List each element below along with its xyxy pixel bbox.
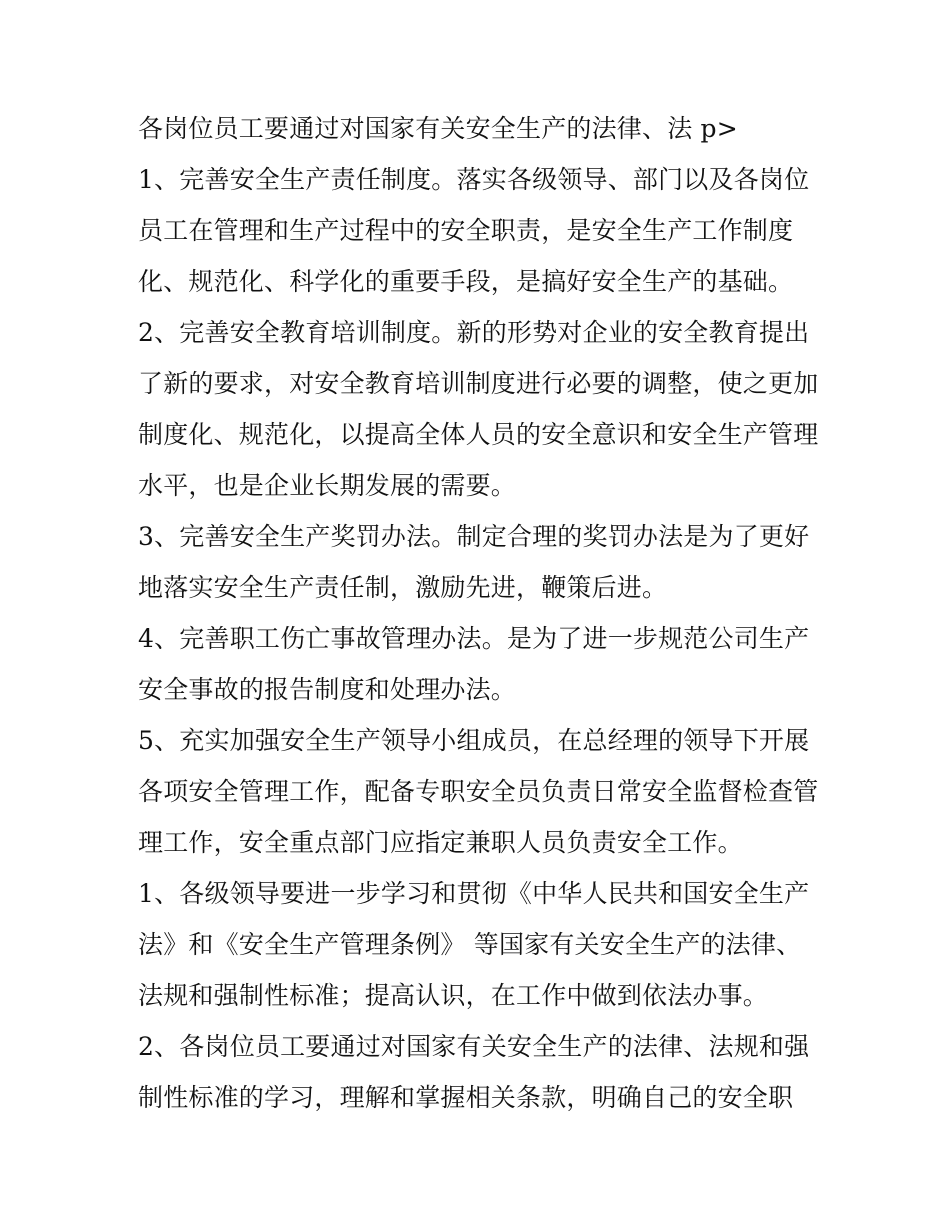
text-line: 各岗位员工要通过对国家有关安全生产的法律、法 p>	[138, 114, 738, 143]
text-line: 2、完善安全教育培训制度。新的形势对企业的安全教育提出	[138, 318, 810, 347]
text-line: 安全事故的报告制度和处理办法。	[138, 675, 517, 704]
text-line: 化、规范化、科学化的重要手段，是搞好安全生产的基础。	[138, 267, 794, 296]
document-body	[138, 103, 818, 1123]
text-line: 1、完善安全生产责任制度。落实各级领导、部门以及各岗位	[138, 165, 810, 194]
text-line: 5、充实加强安全生产领导小组成员，在总经理的领导下开展	[138, 726, 810, 755]
text-line: 地落实安全生产责任制，激励先进，鞭策后进。	[138, 573, 668, 602]
text-line: 法规和强制性标准；提高认识，在工作中做到依法办事。	[138, 981, 769, 1010]
text-line: 员工在管理和生产过程中的安全职责，是安全生产工作制度	[138, 216, 794, 245]
text-line: 制度化、规范化，以提高全体人员的安全意识和安全生产管理	[138, 420, 819, 449]
text-line: 制性标准的学习，理解和掌握相关条款，明确自己的安全职	[138, 1083, 794, 1112]
text-line: 2、各岗位员工要通过对国家有关安全生产的法律、法规和强	[138, 1032, 810, 1061]
text-line: 了新的要求，对安全教育培训制度进行必要的调整，使之更加	[138, 369, 819, 398]
text-line: 法》和《安全生产管理条例》 等国家有关安全生产的法律、	[138, 930, 802, 959]
text-line: 1、各级领导要进一步学习和贯彻《中华人民共和国安全生产	[138, 879, 810, 908]
text-line: 3、完善安全生产奖罚办法。制定合理的奖罚办法是为了更好	[138, 522, 810, 551]
text-line: 各项安全管理工作，配备专职安全员负责日常安全监督检查管	[138, 777, 819, 806]
text-line: 水平，也是企业长期发展的需要。	[138, 471, 517, 500]
text-line: 理工作，安全重点部门应指定兼职人员负责安全工作。	[138, 828, 743, 857]
text-line: 4、完善职工伤亡事故管理办法。是为了进一步规范公司生产	[138, 624, 810, 653]
